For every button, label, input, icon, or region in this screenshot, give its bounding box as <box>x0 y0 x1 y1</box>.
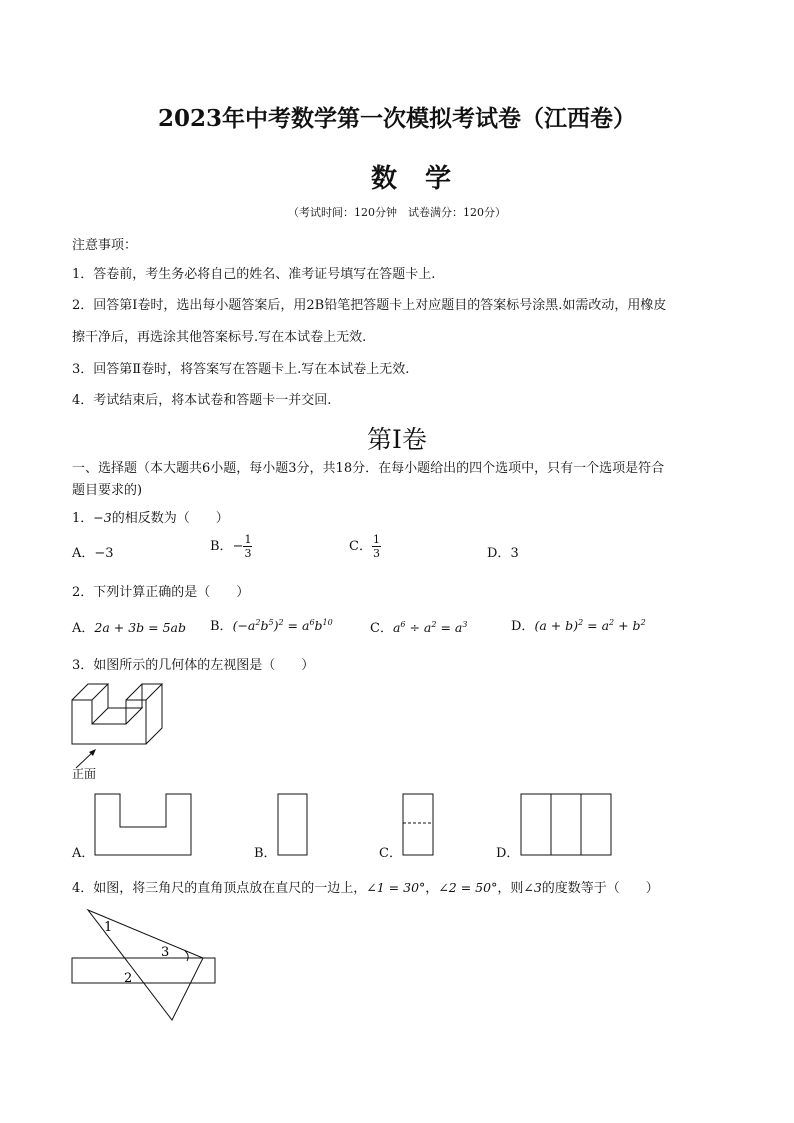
question-1-option-a: A．−3 <box>72 546 114 561</box>
q1-value: −3 <box>93 510 112 525</box>
question-1-option-d: D．3 <box>487 546 519 561</box>
part1-instructions: 一、选择题（本大题共6小题，每小题3分，共18分．在每小题给出的四个选项中，只有一个选项是符合 <box>72 461 665 476</box>
question-2-option-d: D．$(a + b)^2 = a^2 + b^2$ <box>511 617 646 634</box>
page-title: 2023年中考数学第一次模拟考试卷（江西卷） <box>157 105 636 132</box>
note-item-2: 2．回答第Ⅰ卷时，选出每小题答案后，用2B铅笔把答题卡上对应题目的答案标号涂黑.如需改动，用橡皮 <box>72 298 667 313</box>
angle-label-2: 2 <box>124 971 133 986</box>
note-item-2-cont: 擦干净后，再选涂其他答案标号.写在本试卷上无效. <box>72 330 367 345</box>
question-2-option-c: C．$a^6 \div a^2 = a^3$ <box>370 619 468 636</box>
exam-info: （考试时间：120分钟 试卷满分：120分） <box>288 206 506 219</box>
part1-instructions-cont: 题目要求的) <box>72 483 143 498</box>
note-item-3: 3．回答第Ⅱ卷时，将答案写在答题卡上.写在本试卷上无效. <box>72 362 410 377</box>
section-title: 第Ⅰ卷 <box>367 425 427 454</box>
question-3-stem: 3．如图所示的几何体的左视图是（ ） <box>72 658 315 673</box>
front-label: 正面 <box>72 767 97 781</box>
question-3-option-b-label: B． <box>254 846 277 861</box>
question-4-stem: 4．如图，将三角尺的直角顶点放在直尺的一边上，∠1 = 30°，∠2 = 50°，则∠3的度数等于（ ） <box>72 880 659 896</box>
angle-label-3: 3 <box>161 945 170 960</box>
fraction: $\frac{1}{3}$ <box>372 533 380 560</box>
option-a-u-shape <box>94 793 194 857</box>
question-2-option-b: B．$(-a^2b^5)^2 = a^6b^{10}$ <box>210 617 333 634</box>
subject-title: 数学 <box>370 164 479 194</box>
option-d-three-rectangles <box>520 793 613 857</box>
note-item-4: 4．考试结束后，将本试卷和答题卡一并交回. <box>72 393 332 408</box>
triangle-ruler-figure <box>66 905 222 1027</box>
note-item-1: 1．答卷前，考生务必将自己的姓名、准考证号填写在答题卡上. <box>72 267 436 282</box>
option-c-rectangle-dashed <box>402 793 436 857</box>
u-shaped-solid-figure <box>60 676 170 756</box>
angle-label-1: 1 <box>104 920 113 935</box>
question-3-option-c-label: C． <box>379 846 402 861</box>
notes-heading: 注意事项： <box>72 238 138 253</box>
option-b-rectangle <box>277 793 309 857</box>
question-1-option-b: B．− $\frac{1}{3}$ <box>210 533 252 560</box>
fraction: $\frac{1}{3}$ <box>244 533 252 560</box>
question-1-stem: 1．−3的相反数为（ ） <box>72 510 229 526</box>
question-3-option-d-label: D． <box>496 846 520 861</box>
question-3-option-a-label: A． <box>72 846 95 861</box>
question-2-stem: 2．下列计算正确的是（ ） <box>72 585 250 600</box>
question-2-option-a: A．2a + 3b = 5ab <box>72 620 186 636</box>
question-1-option-c: C． $\frac{1}{3}$ <box>349 533 380 560</box>
